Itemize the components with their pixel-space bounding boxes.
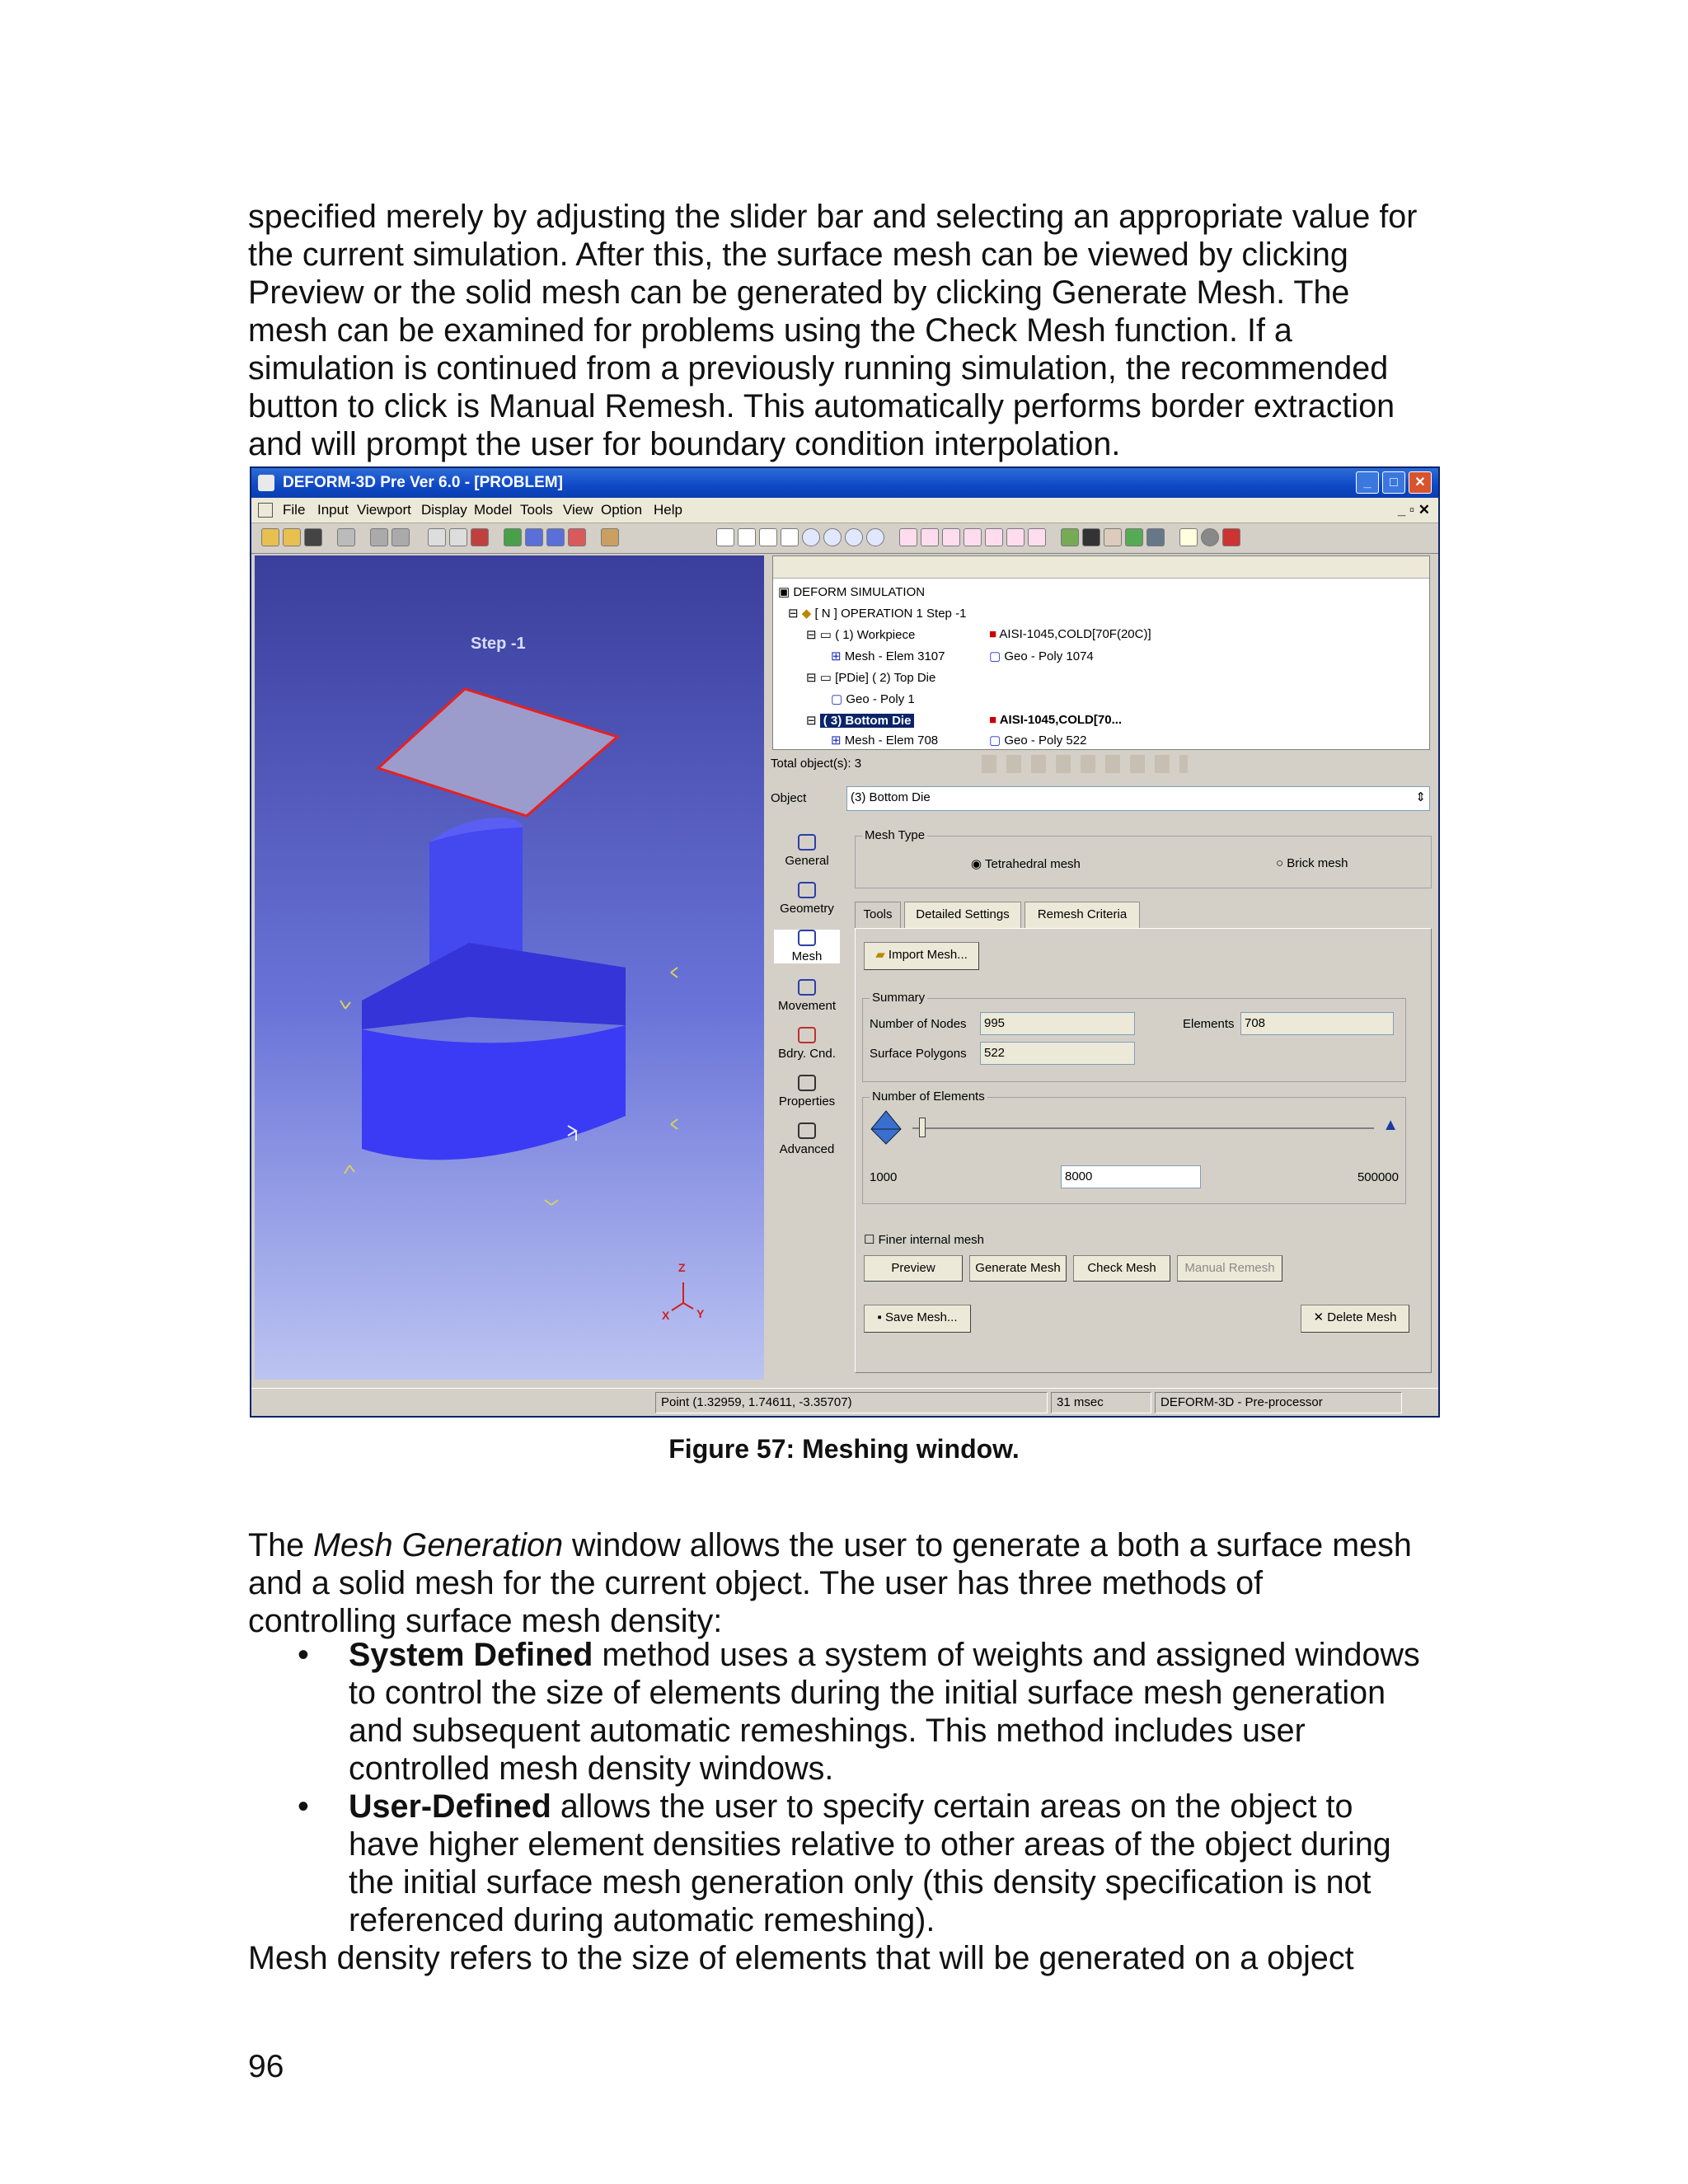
- menu-bar: [251, 498, 1438, 523]
- menu-file[interactable]: File: [283, 502, 306, 518]
- mesh-generation-term: Mesh Generation: [313, 1527, 564, 1563]
- axis-x-line: [672, 1303, 683, 1310]
- corner-marker-4: [345, 1165, 354, 1174]
- tab-detailed-settings[interactable]: Detailed Settings: [904, 902, 1021, 928]
- import-mesh-button[interactable]: ▰ Import Mesh...: [864, 942, 979, 970]
- movement-icon: [798, 979, 816, 996]
- app-icon: [258, 475, 274, 491]
- step-label: Step -1: [471, 635, 526, 653]
- snapshot-icon[interactable]: [392, 528, 410, 546]
- corner-marker-1: [340, 1001, 350, 1009]
- help-icon[interactable]: [1179, 528, 1198, 546]
- mesh-density-line: Mesh density refers to the size of elements that will be generated on a object: [248, 1940, 1354, 1976]
- nav-advanced[interactable]: Advanced: [774, 1122, 840, 1156]
- list-item: • User-Defined allows the user to specify certain areas on the object to have higher element densities relative to other areas of the object during the initial surface mesh generation only (this density specification is not referenced during automatic remeshing).: [298, 1788, 1391, 1938]
- menu-tools[interactable]: Tools: [520, 502, 553, 518]
- elements-value: 708: [1240, 1012, 1394, 1035]
- element-count-input[interactable]: 8000: [1061, 1165, 1201, 1188]
- object-select[interactable]: (3) Bottom Die ⇕: [846, 786, 1430, 811]
- material-icon: ■: [989, 627, 997, 641]
- close-button[interactable]: ✕: [1409, 471, 1432, 494]
- view-minus-x-icon[interactable]: [942, 528, 960, 546]
- chevron-down-icon: ⇕: [1415, 790, 1426, 804]
- advanced-icon: [798, 1122, 816, 1139]
- nav-bdry-cnd[interactable]: Bdry. Cnd.: [774, 1027, 840, 1061]
- bottom-die-top-face: [362, 943, 626, 1029]
- material-icon: ■: [989, 713, 997, 727]
- tab-content: [855, 928, 1432, 1373]
- add-object-icon[interactable]: [449, 528, 467, 546]
- view-minus-y-icon[interactable]: [985, 528, 1003, 546]
- object-tree[interactable]: [772, 555, 1430, 750]
- view-plus-z-icon[interactable]: [1006, 528, 1025, 546]
- menu-viewport[interactable]: Viewport: [357, 502, 411, 518]
- model-drawing: [255, 555, 764, 1380]
- top-paragraph: specified merely by adjusting the slider bar and selecting an appropriate value for the current simulation. After this, the surface mesh can be viewed by clicking Preview or the solid mesh can be generated by clicking Generate Mesh. The mesh can be examined for problems using the Check Mesh function. If a simulation is continued from a previously running simulation, the recommended button to click is Manual Remesh. This automatically performs border extraction and will prompt the user for boundary condition interpolation.: [248, 199, 1418, 462]
- folder-icon: ▰: [875, 948, 885, 962]
- bullet-icon: •: [298, 1788, 309, 1825]
- number-of-elements-label: Number of Elements: [870, 1090, 987, 1104]
- delete-mesh-button[interactable]: ✕ Delete Mesh: [1301, 1305, 1409, 1333]
- view-plus-y-icon[interactable]: [964, 528, 982, 546]
- object-label: Object: [771, 791, 807, 805]
- bullet-list: [248, 1636, 1451, 1939]
- mesh-type-group: [855, 828, 1432, 888]
- element-slider-track[interactable]: [912, 1127, 1374, 1129]
- axis-x-label: X: [662, 1309, 670, 1322]
- workpiece-mesh[interactable]: ⊞ Mesh - Elem 3107: [831, 649, 945, 663]
- save-icon[interactable]: [283, 528, 301, 546]
- manual-remesh-button[interactable]: Manual Remesh: [1177, 1255, 1282, 1282]
- menu-help[interactable]: Help: [654, 502, 682, 518]
- number-of-elements-group: [862, 1090, 1406, 1204]
- top-die-geo[interactable]: ▢ Geo - Poly 1: [831, 692, 915, 706]
- bottom-die-mesh[interactable]: ⊞ Mesh - Elem 708: [831, 733, 939, 748]
- color-map-icon[interactable]: [1082, 528, 1100, 546]
- mesh-icon: [798, 930, 816, 946]
- geometry-icon: [798, 882, 816, 898]
- mdi-controls-icon[interactable]: _ ▫ ✕: [1397, 502, 1430, 518]
- axis-z-label: Z: [678, 1261, 686, 1274]
- mesh-icon: ⊞: [831, 649, 842, 663]
- rotate-y-icon[interactable]: [845, 528, 863, 546]
- bottom-die-geo[interactable]: ▢ Geo - Poly 522: [989, 733, 1087, 748]
- mesh-view-icon[interactable]: [504, 528, 522, 546]
- disk-icon[interactable]: [304, 528, 322, 546]
- mesh-generation-paragraph: The Mesh Generation window allows the user to generate a both a surface mesh and a solid mesh for the current object. The user has three methods of controlling surface mesh density:: [248, 1527, 1412, 1639]
- polygons-label: Surface Polygons: [870, 1047, 967, 1061]
- corner-marker-3: [671, 1119, 678, 1129]
- print-icon[interactable]: [337, 528, 355, 546]
- status-bar: [251, 1388, 1438, 1417]
- polygons-value: 522: [980, 1042, 1135, 1065]
- workpiece-material[interactable]: ■ AISI-1045,COLD[70F(20C)]: [989, 627, 1151, 641]
- page-number: 96: [248, 2049, 284, 2084]
- menu-view[interactable]: View: [563, 502, 593, 518]
- tab-tools[interactable]: Tools: [855, 902, 901, 928]
- axis-y-label: Y: [696, 1307, 705, 1320]
- figure-caption: Figure 57: Meshing window.: [668, 1434, 1020, 1464]
- summary-group: [862, 991, 1406, 1082]
- brick-radio[interactable]: ○ Brick mesh: [1276, 856, 1348, 870]
- menu-model[interactable]: Model: [474, 502, 513, 518]
- properties-icon: [798, 1075, 816, 1091]
- corner-marker-5: [545, 1200, 558, 1205]
- zoom-icon[interactable]: [759, 528, 777, 546]
- status-time: 31 msec: [1051, 1392, 1151, 1413]
- mesh-icon: ⊞: [831, 733, 842, 748]
- object-panel: [767, 555, 1437, 1380]
- mesh-type-label: Mesh Type: [862, 828, 927, 842]
- properties-icon[interactable]: [1061, 528, 1079, 546]
- shade-view-icon[interactable]: [568, 528, 586, 546]
- pointer-icon[interactable]: [716, 528, 734, 546]
- exit-icon[interactable]: [1222, 528, 1240, 546]
- measure-icon[interactable]: [1104, 528, 1122, 546]
- status-app: DEFORM-3D - Pre-processor: [1155, 1392, 1402, 1413]
- menu-option[interactable]: Option: [601, 502, 643, 518]
- bullet-icon: •: [298, 1637, 309, 1673]
- rotate-z-icon[interactable]: [866, 528, 884, 546]
- general-icon: [798, 834, 816, 851]
- open-icon[interactable]: [261, 528, 279, 546]
- geo-icon: ▢: [989, 733, 1001, 748]
- generate-mesh-button[interactable]: Generate Mesh: [969, 1255, 1067, 1282]
- delete-icon: ✕: [1313, 1310, 1325, 1324]
- rotate-icon[interactable]: [802, 528, 820, 546]
- check-mesh-button[interactable]: Check Mesh: [1073, 1255, 1170, 1282]
- pan-icon[interactable]: [738, 528, 756, 546]
- geo-icon: ▢: [989, 649, 1001, 663]
- nodes-label: Number of Nodes: [870, 1017, 967, 1031]
- nav-properties[interactable]: Properties: [774, 1075, 840, 1108]
- minimize-button[interactable]: _: [1356, 471, 1379, 494]
- view-plus-x-icon[interactable]: [921, 528, 939, 546]
- slider-max: 500000: [1357, 1170, 1399, 1184]
- view-iso-icon[interactable]: [899, 528, 917, 546]
- maximize-button[interactable]: □: [1382, 471, 1405, 494]
- status-point: Point (1.32959, 1.74611, -3.35707): [655, 1392, 1048, 1413]
- save-mesh-button[interactable]: ▪ Save Mesh...: [864, 1305, 971, 1333]
- tree-top-die[interactable]: ⊟ ▭ [PDie] ( 2) Top Die: [806, 671, 936, 685]
- nav-general[interactable]: General: [774, 834, 840, 868]
- coarse-mesh-icon: [868, 1109, 904, 1146]
- tree-header: [773, 556, 1429, 579]
- summary-label: Summary: [870, 991, 927, 1005]
- tree-bottom-die[interactable]: ⊟ ( 3) Bottom Die: [806, 713, 914, 728]
- view-minus-z-icon[interactable]: [1028, 528, 1046, 546]
- tree-root[interactable]: ▣ DEFORM SIMULATION: [778, 585, 926, 599]
- stop-icon[interactable]: [1201, 528, 1219, 546]
- window-titlebar: [251, 468, 1438, 498]
- camera-icon[interactable]: [370, 528, 388, 546]
- total-objects-label: Total object(s): 3: [771, 757, 862, 771]
- operation-icon: ◆: [801, 607, 812, 621]
- axis-y-line: [683, 1303, 693, 1309]
- database-icon[interactable]: [1125, 528, 1143, 546]
- workpiece-geo[interactable]: ▢ Geo - Poly 1074: [989, 649, 1094, 663]
- delete-object-icon[interactable]: [471, 528, 489, 546]
- top-die-plate: [378, 689, 617, 816]
- zoom-box-icon[interactable]: [781, 528, 799, 546]
- tab-remesh-criteria[interactable]: Remesh Criteria: [1025, 902, 1140, 928]
- boundary-icon: [798, 1027, 816, 1043]
- main-toolbar: [251, 523, 1438, 554]
- finer-internal-mesh-checkbox[interactable]: ☐ Finer internal mesh: [864, 1233, 985, 1247]
- bottom-die-material[interactable]: ■ AISI-1045,COLD[70...: [989, 713, 1123, 727]
- geo-icon: ▢: [831, 692, 843, 706]
- elements-label: Elements: [1183, 1017, 1235, 1031]
- nav-mesh[interactable]: Mesh: [774, 930, 840, 963]
- tree-operation[interactable]: ⊟ ◆ [ N ] OPERATION 1 Step -1: [788, 607, 967, 621]
- rotate-x-icon[interactable]: [823, 528, 842, 546]
- bottom-die-front-face: [362, 1025, 626, 1160]
- deform-window-screenshot: [250, 466, 1440, 1418]
- corner-marker-2: [671, 968, 678, 977]
- window-title: DEFORM-3D Pre Ver 6.0 - [PROBLEM]: [283, 474, 563, 491]
- wire-view-icon[interactable]: [546, 528, 565, 546]
- element-slider-thumb[interactable]: [919, 1118, 926, 1137]
- ruler-icon[interactable]: [601, 528, 619, 546]
- menu-display[interactable]: Display: [421, 502, 467, 518]
- fine-mesh-icon: ▲: [1382, 1116, 1399, 1134]
- save-icon: ▪: [877, 1310, 882, 1324]
- tetrahedral-radio[interactable]: ◉ Tetrahedral mesh: [971, 857, 1081, 871]
- object-icon[interactable]: [428, 528, 446, 546]
- nav-geometry[interactable]: Geometry: [774, 882, 840, 916]
- solid-view-icon[interactable]: [525, 528, 543, 546]
- tree-tools-icons[interactable]: [982, 755, 1188, 773]
- document-icon: [258, 503, 273, 518]
- tree-workpiece[interactable]: ⊟ ▭ ( 1) Workpiece: [806, 628, 916, 642]
- slider-min: 1000: [870, 1170, 898, 1184]
- simulation-icon[interactable]: [1146, 528, 1165, 546]
- list-item: • System Defined method uses a system of weights and assigned windows to control the size of elements during the initial surface mesh generation and subsequent automatic remeshings. This method includes user controlled mesh density windows.: [298, 1637, 1420, 1787]
- 3d-viewport[interactable]: [255, 555, 764, 1380]
- menu-input[interactable]: Input: [317, 502, 349, 518]
- preview-button[interactable]: Preview: [864, 1255, 963, 1282]
- nav-movement[interactable]: Movement: [774, 979, 840, 1013]
- nodes-value: 995: [980, 1012, 1135, 1035]
